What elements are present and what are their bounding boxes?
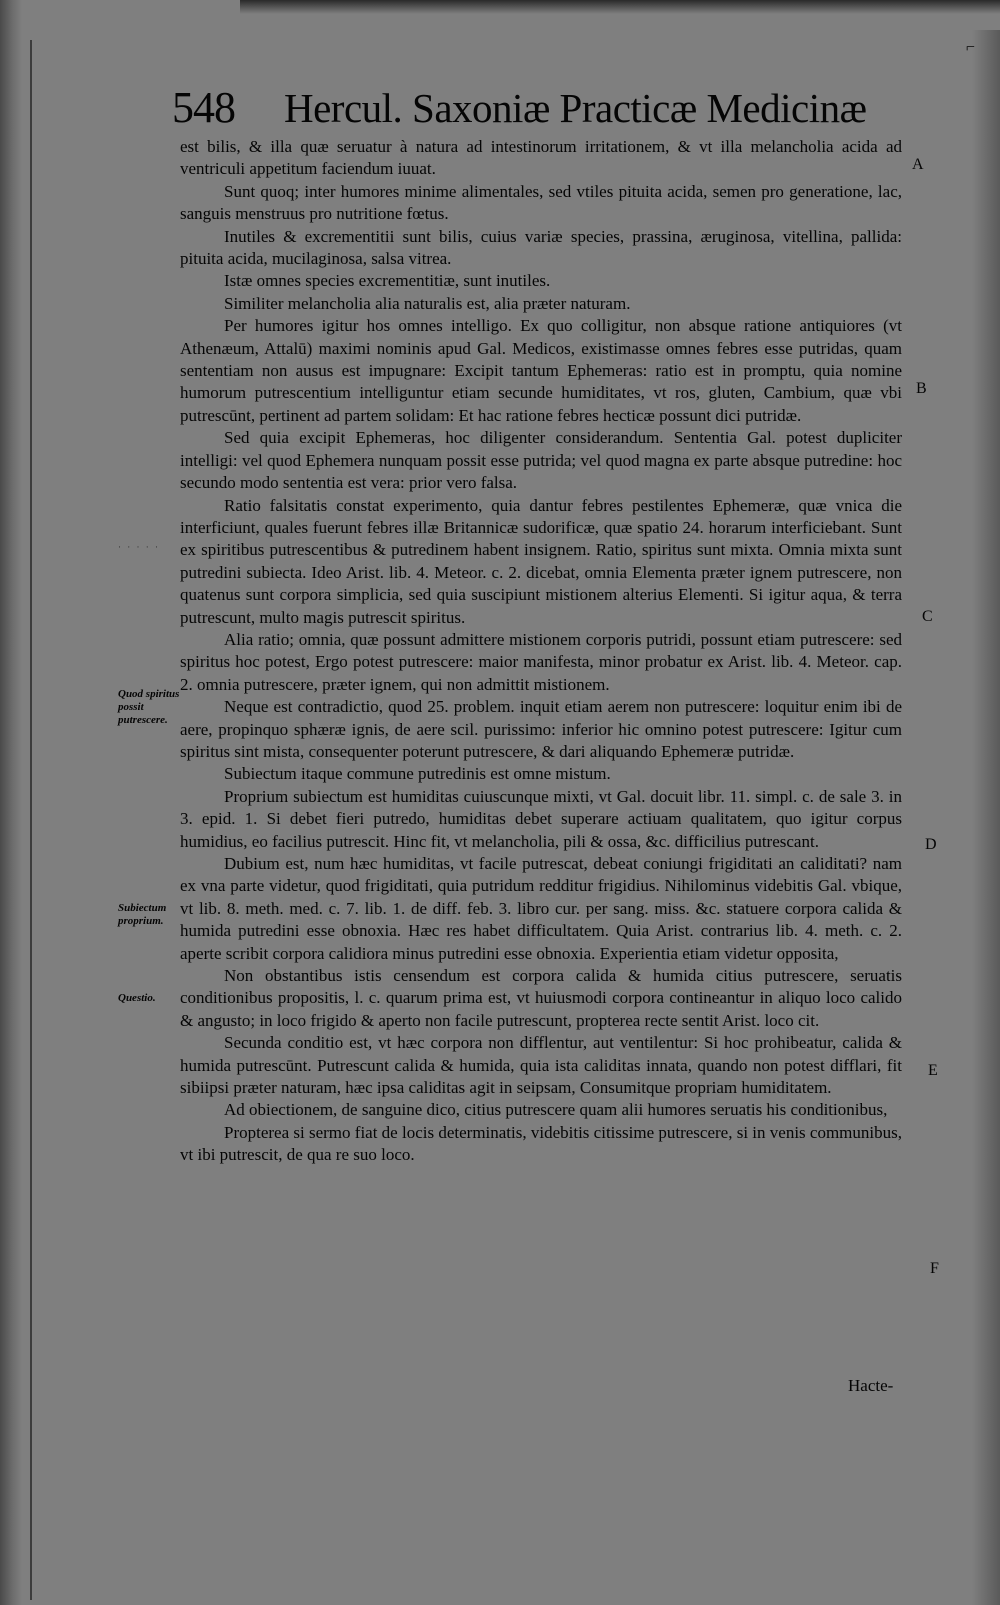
paragraph: Per humores igitur hos omnes intelligo. Ex quo colligitur, non absque ratione antiquiores (vt Athenæum, Attalū) maximi nominis apud Gal. Medicos, existimasse omnes febres esse putridas, quam sententiam non ausus est impugnare: Excipit tantum Ephemeras: ratio est in promptu, quia nomine humorum putrescentium intelliguntur etiam secunde humiditates, vt ros, gluten, Cambium, quæ vbi putrescūnt, pertinent ad partem solidam: Et hac ratione febres hecticæ possunt dici putridæ. <box>180 316 902 425</box>
right-edge-shadow <box>972 30 1000 1605</box>
paragraph: Proprium subiectum est humiditas cuiuscunque mixti, vt Gal. docuit libr. 11. simpl. c. de sale 3. in 3. epid. 1. Si debet fieri putredo, humiditas debet superare actiuam qualitatem, quo igitur corpus humidius, eo facilius putrescit. Hinc fit, vt melancholia, pili & ossa, &c. difficilius putrescant. <box>180 786 902 851</box>
paragraph: Istæ omnes species excrementitiæ, sunt inutiles. <box>224 271 551 291</box>
paragraph: Propterea si sermo fiat de locis determinatis, videbitis citissime putrescere, si in venis communibus, vt ibi putrescit, de qua re suo loco. <box>180 1122 902 1165</box>
page-header <box>172 78 872 138</box>
ink-specks: · · · · · <box>118 542 160 552</box>
section-letter-d: D <box>925 836 937 853</box>
paragraph: Alia ratio; omnia, quæ possunt admittere mistionem corporis putridi, possunt etiam putrescere: sed spiritus hoc potest, Ergo potest putrescere: maior manifesta, minor probatur ex Arist. lib. 4. Meteor. cap. 2. omnia putrescere, præter ignem, qui non admittit mistionem. <box>180 629 902 694</box>
margin-note: Quod spiritus possit putrescere. <box>118 688 180 726</box>
page-number: 548 <box>172 83 235 132</box>
section-letter-b: B <box>916 380 927 397</box>
gutter-rule <box>30 40 32 1600</box>
paragraph: Dubium est, num hæc humiditas, vt facile putrescat, debeat coniungi frigiditati an caliditati? nam ex vna parte videtur, quod frigiditati, quia putridum redditur frigidius. Nihilominus videbitis Gal. vbique, vt lib. 8. meth. med. c. 7. lib. 1. de diff. feb. 3. libro cur. per sang. miss. &c. statuere corpora calida & humida putredini esse obnoxia. Hæc res habet difficultatem. Quia Arist. contrarius lib. 4. meth. c. 2. aperte scribit corpora calidiora minus putredini esse obnoxia. Experientia etiam videtur opposita, <box>180 854 902 963</box>
paragraph: Ad obiectionem, de sanguine dico, citius putrescere quam alii humores seruatis his conditionibus, <box>224 1100 888 1120</box>
binding-gutter <box>0 0 22 1605</box>
running-title: Hercul. Saxoniæ Practicæ Medicinæ <box>284 85 867 131</box>
section-letter-f: F <box>930 1260 939 1277</box>
paragraph: Ratio falsitatis constat experimento, quia dantur febres pestilentes Ephemeræ, quæ vnica die interficiunt, quales fuerunt febres illæ Britannicæ sudorificæ, quæ spatio 24. horarum interficiebant. Sunt ex spiritibus putrescentibus & putredinem habent insignem. Ratio, spiritus sunt mixta. Omnia mixta sunt putredini subiecta. Ideo Arist. lib. 4. Meteor. c. 2. dicebat, omnia Elementa præter ignem putrescere, non quatenus sunt corpora simplicia, sed quia suscipiunt mistionem alterius Elementi. Si igitur aqua, & terra putrescunt, multo magis putrescit spiritus. <box>180 495 902 627</box>
corner-mark: ⌐ <box>966 39 976 56</box>
paragraph: Non obstantibus istis censendum est corpora calida & humida citius putrescere, seruatis conditionibus propositis, l. c. quarum prima est, vt huiusmodi corpora contineantur in aliquo loco calido & angusto; in loco frigido & aperto non facile putrescunt, propterea recte sentit Arist. loco cit. <box>180 966 902 1030</box>
margin-note: Subiectum proprium. <box>118 902 167 927</box>
paragraph: Sunt quoq; inter humores minime alimentales, sed vtiles pituita acida, semen pro generatione, lac, sanguis menstruus pro nutritione fœtus. <box>180 181 902 224</box>
catchword: Hacte- <box>848 1376 894 1395</box>
paragraph: Secunda conditio est, vt hæc corpora non difflentur, aut ventilentur: Si hoc prohibeatur, calida & humida putrescūnt. Putrescunt calida & humida, quia ista caliditas innata, quando non potest difflari, fit sibiipsi præter naturam, hæc ipsa caliditas agit in seipsam, Consumitque propriam humiditatem. <box>180 1033 902 1098</box>
top-edge-shadow <box>240 0 1000 14</box>
section-letter-e: E <box>928 1062 938 1079</box>
paragraph: Inutiles & excrementitii sunt bilis, cuius variæ species, prassina, æruginosa, vitellina, pallida: pituita acida, mucilaginosa, salsa vitrea. <box>180 226 902 269</box>
paragraph: est bilis, & illa quæ seruatur à natura ad intestinorum irritationem, & vt illa melancholia acida ad ventriculi appetitum faciendum iuuat. <box>180 137 902 179</box>
paragraph: Subiectum itaque commune putredinis est omne mistum. <box>224 764 611 784</box>
body-text <box>180 136 902 1167</box>
paragraph: Similiter melancholia alia naturalis est, alia præter naturam. <box>224 293 631 313</box>
margin-note: Questio. <box>118 992 156 1004</box>
section-letter-a: A <box>912 156 924 173</box>
paragraph: Sed quia excipit Ephemeras, hoc diligenter considerandum. Sententia Gal. potest dupliciter intelligi: vel quod Ephemera nunquam possit esse putrida; vel quod magna ex parte absque putredine: hoc secundo modo sententia est vera: prior vero falsa. <box>180 428 902 493</box>
section-letter-c: C <box>922 608 933 625</box>
paragraph: Neque est contradictio, quod 25. problem. inquit etiam aerem non putrescere: loquitur enim ibi de aere, propinquo sphæræ ignis, de aere scil. purissimo: inferior hic omnino potest putrescere: Igitur cum spiritus sint mista, consequenter poterunt putrescere, & dari aliquando Ephemeræ putridæ. <box>180 697 902 761</box>
